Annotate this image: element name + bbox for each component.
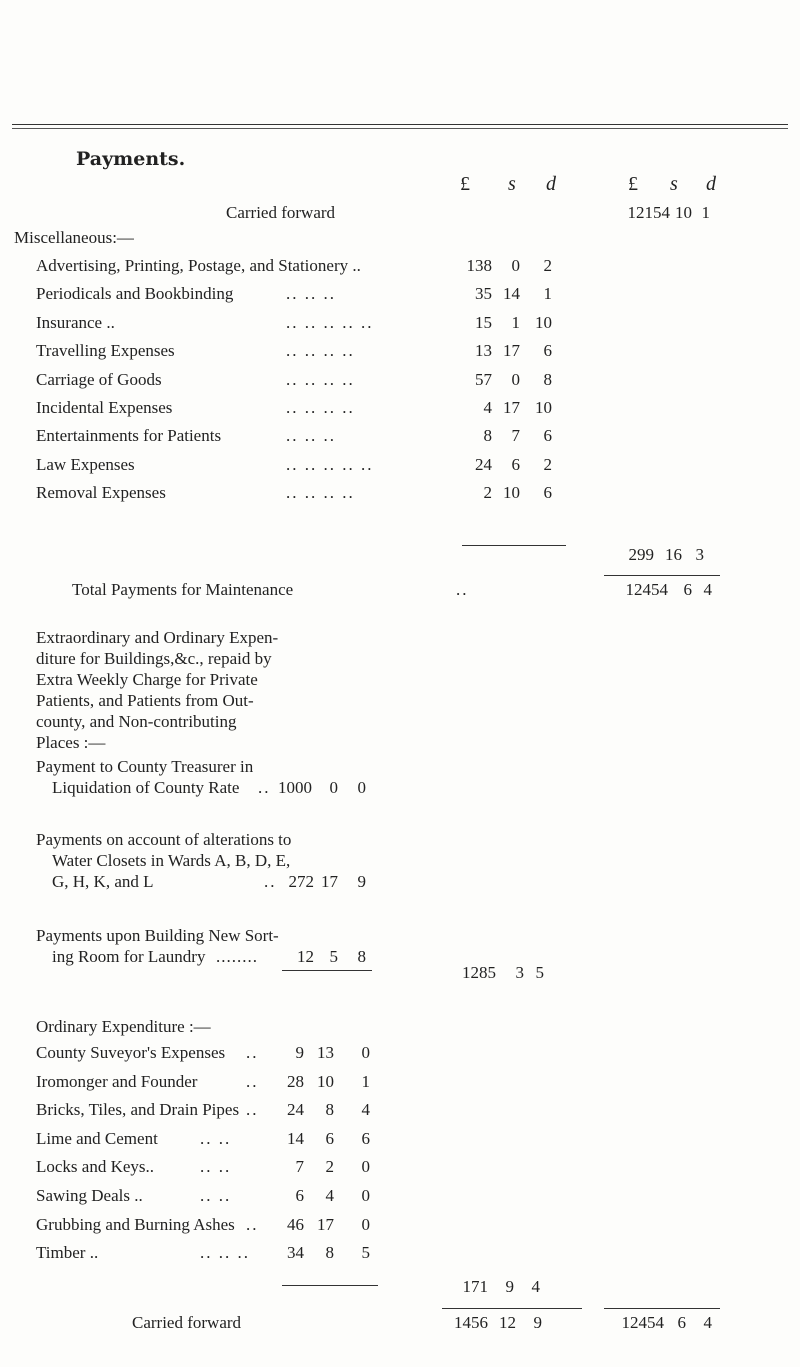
cf-top-pence: 1 [701, 203, 710, 222]
ordinary-row-pence: 5 [361, 1243, 370, 1263]
item-line: Liquidation of County Rate [52, 778, 240, 797]
ordinary-row-pounds: 24 [287, 1100, 304, 1120]
cf-bottom-right-shillings: 6 [677, 1313, 686, 1332]
ordinary-row-pounds: 46 [287, 1214, 304, 1234]
misc-row-dots: .. .. .. .. .. [286, 312, 374, 332]
item-pounds: 272 [288, 872, 314, 891]
ordinary-row-pounds: 14 [287, 1128, 304, 1148]
page-title: Payments. [76, 148, 186, 170]
misc-row-pence: 6 [543, 341, 552, 361]
col1-pence-header: d [546, 173, 556, 195]
misc-row-pounds: 15 [475, 312, 492, 332]
item-line: G, H, K, and L [52, 872, 154, 891]
item-pounds: 1000 [278, 778, 312, 797]
total-maintenance-pence: 4 [703, 580, 712, 599]
misc-row-dots: .. .. .. .. [286, 483, 355, 503]
misc-row-pence: 1 [543, 284, 552, 304]
ordinary-row-pence: 0 [361, 1043, 370, 1062]
ordinary-row-label: Sawing Deals .. [36, 1186, 143, 1205]
misc-row-shillings: 17 [503, 341, 520, 361]
item-pence: 8 [357, 947, 366, 966]
ordinary-row-dots: .. [246, 1043, 259, 1062]
misc-row-pounds: 24 [475, 454, 492, 474]
ordinary-row-pence: 0 [361, 1157, 370, 1177]
misc-row-dots: .. .. .. .. .. [286, 454, 374, 474]
extraordinary-heading-line: Extraordinary and Ordinary Expen- [36, 628, 279, 647]
misc-row-label: Advertising, Printing, Postage, and Stationery .. [36, 256, 361, 275]
misc-row-pounds: 13 [475, 341, 492, 361]
ordinary-row-shillings: 4 [325, 1186, 334, 1205]
item-shillings: 17 [321, 872, 338, 891]
total-maintenance-label: Total Payments for Maintenance [72, 580, 294, 599]
cf-top-shillings: 10 [675, 203, 692, 222]
ordinary-subtotal-rule [282, 1285, 378, 1286]
misc-row-pence: 6 [543, 483, 552, 503]
misc-row-shillings: 10 [503, 483, 520, 503]
ordinary-row-shillings: 2 [325, 1157, 334, 1177]
misc-row-shillings: 14 [503, 284, 520, 304]
extraordinary-heading-line: Extra Weekly Charge for Private [36, 670, 258, 689]
ordinary-row-pounds: 9 [295, 1043, 304, 1062]
bottom-mid-rule [442, 1308, 582, 1309]
cf-bottom-mid-pounds: 1456 [454, 1313, 488, 1332]
ordinary-row-dots: .. [246, 1214, 259, 1234]
misc-row-shillings: 0 [511, 256, 520, 275]
misc-row-shillings: 17 [503, 398, 520, 417]
misc-row-label: Periodicals and Bookbinding [36, 284, 234, 304]
ordinary-row-pounds: 34 [287, 1243, 304, 1263]
total-maintenance-dots: .. [456, 580, 469, 599]
ordinary-subtotal-pounds: 171 [462, 1277, 488, 1296]
item-dots: .. [258, 778, 271, 797]
item-line: Water Closets in Wards A, B, D, E, [52, 851, 291, 870]
misc-row-dots: .. .. .. .. [286, 369, 355, 389]
ordinary-row-shillings: 8 [325, 1243, 334, 1263]
bottom-right-rule [604, 1308, 720, 1309]
misc-row-pence: 2 [543, 256, 552, 275]
ordinary-row-dots: .. [246, 1100, 259, 1120]
ordinary-row-shillings: 17 [317, 1214, 334, 1234]
cf-bottom-right-pence: 4 [703, 1313, 712, 1332]
ordinary-row-label: Timber .. [36, 1243, 99, 1263]
ordinary-row-shillings: 10 [317, 1071, 334, 1091]
cf-bottom-mid-pence: 9 [533, 1313, 542, 1332]
ordinary-row-pounds: 6 [295, 1186, 304, 1205]
item-line: ing Room for Laundry [52, 947, 206, 966]
col2-pounds-header: £ [628, 173, 638, 195]
misc-row-pence: 10 [535, 312, 552, 332]
extraordinary-subtotal-rule [282, 970, 372, 971]
item-shillings: 0 [329, 778, 338, 797]
col1-shillings-header: s [508, 173, 516, 195]
ordinary-row-shillings: 6 [325, 1128, 334, 1148]
extraordinary-subtotal-pounds: 1285 [462, 963, 496, 982]
cf-top-pounds: 12154 [627, 203, 670, 222]
misc-row-pence: 10 [535, 398, 552, 417]
misc-subtotal-shillings: 16 [665, 545, 682, 564]
ordinary-row-shillings: 8 [325, 1100, 334, 1120]
misc-row-label: Carriage of Goods [36, 369, 162, 389]
misc-row-dots: .. .. .. [286, 284, 336, 304]
top-rule [12, 124, 788, 125]
misc-row-label: Travelling Expenses [36, 341, 175, 361]
misc-row-pounds: 2 [483, 483, 492, 503]
ordinary-row-label: County Suveyor's Expenses [36, 1043, 226, 1062]
ordinary-row-pounds: 7 [295, 1157, 304, 1177]
misc-row-pounds: 138 [466, 256, 492, 275]
ordinary-row-pounds: 28 [287, 1071, 304, 1091]
misc-row-shillings: 1 [511, 312, 520, 332]
misc-row-label: Entertainments for Patients [36, 426, 222, 446]
ordinary-row-pence: 4 [361, 1100, 370, 1120]
ordinary-row-pence: 0 [361, 1186, 370, 1205]
misc-row-label: Incidental Expenses [36, 398, 173, 417]
extraordinary-heading-line: Patients, and Patients from Out- [36, 691, 254, 710]
misc-row-dots: .. .. .. .. [286, 398, 355, 417]
misc-row-shillings: 7 [511, 426, 520, 446]
item-dots: .. [264, 872, 277, 891]
ordinary-row-label: Lime and Cement [36, 1128, 158, 1148]
extraordinary-subtotal-pence: 5 [535, 963, 544, 982]
ordinary-row-label: Bricks, Tiles, and Drain Pipes [36, 1100, 240, 1120]
ordinary-row-dots: .. [246, 1071, 259, 1091]
top-rule-2 [12, 128, 788, 129]
item-pence: 0 [357, 778, 366, 797]
misc-row-pounds: 57 [475, 369, 492, 389]
misc-row-dots: .. .. .. .. [286, 341, 355, 361]
item-line: Payments on account of alterations to [36, 830, 292, 849]
misc-row-pence: 6 [543, 426, 552, 446]
misc-row-pence: 2 [543, 454, 552, 474]
misc-row-pounds: 8 [483, 426, 492, 446]
misc-row-shillings: 6 [511, 454, 520, 474]
ordinary-row-dots: .. .. [200, 1157, 232, 1177]
item-pounds: 12 [297, 947, 314, 966]
misc-row-label: Law Expenses [36, 454, 135, 474]
ordinary-subtotal-pence: 4 [531, 1277, 540, 1296]
ordinary-row-label: Grubbing and Burning Ashes [36, 1214, 235, 1234]
carried-forward-label: Carried forward [226, 203, 336, 222]
ordinary-row-shillings: 13 [317, 1043, 334, 1062]
misc-row-pounds: 35 [475, 284, 492, 304]
misc-heading: Miscellaneous:— [14, 228, 134, 247]
extraordinary-subtotal-shillings: 3 [515, 963, 524, 982]
cf-bottom-mid-shillings: 12 [499, 1313, 516, 1332]
extraordinary-heading-line: county, and Non-contributing [36, 712, 237, 731]
ordinary-row-dots: .. .. [200, 1128, 232, 1148]
misc-row-pounds: 4 [483, 398, 492, 417]
misc-row-shillings: 0 [511, 369, 520, 389]
col2-shillings-header: s [670, 173, 678, 195]
ordinary-row-pence: 1 [361, 1071, 370, 1091]
ordinary-row-dots: .. .. .. [200, 1243, 250, 1263]
extraordinary-heading-line: Places :— [36, 733, 106, 752]
item-line: Payments upon Building New Sort- [36, 926, 279, 945]
ordinary-row-pence: 6 [361, 1128, 370, 1148]
ordinary-heading: Ordinary Expenditure :— [36, 1017, 211, 1036]
misc-row-dots: .. .. .. [286, 426, 336, 446]
col2-pence-header: d [706, 173, 716, 195]
total-maintenance-pounds: 12454 [625, 580, 668, 599]
item-line: Payment to County Treasurer in [36, 757, 254, 776]
maintenance-rule [604, 575, 720, 576]
misc-subtotal-pounds: 299 [628, 545, 654, 564]
ordinary-row-label: Iromonger and Founder [36, 1071, 198, 1091]
ordinary-subtotal-shillings: 9 [505, 1277, 514, 1296]
misc-row-label: Removal Expenses [36, 483, 166, 503]
misc-row-label: Insurance .. [36, 312, 115, 332]
col1-pounds-header: £ [460, 173, 470, 195]
carried-forward-bottom-label: Carried forward [132, 1313, 242, 1332]
item-pence: 9 [357, 872, 366, 891]
ordinary-row-pence: 0 [361, 1214, 370, 1234]
extraordinary-heading-line: diture for Buildings,&c., repaid by [36, 649, 272, 668]
ordinary-row-label: Locks and Keys.. [36, 1157, 155, 1177]
misc-subtotal-pence: 3 [695, 545, 704, 564]
misc-row-pence: 8 [543, 369, 552, 389]
item-shillings: 5 [329, 947, 338, 966]
ordinary-row-dots: .. .. [200, 1186, 232, 1205]
cf-bottom-right-pounds: 12454 [621, 1313, 664, 1332]
item-dots: ........ [216, 947, 258, 966]
misc-subtotal-rule [462, 545, 566, 546]
total-maintenance-shillings: 6 [683, 580, 692, 599]
